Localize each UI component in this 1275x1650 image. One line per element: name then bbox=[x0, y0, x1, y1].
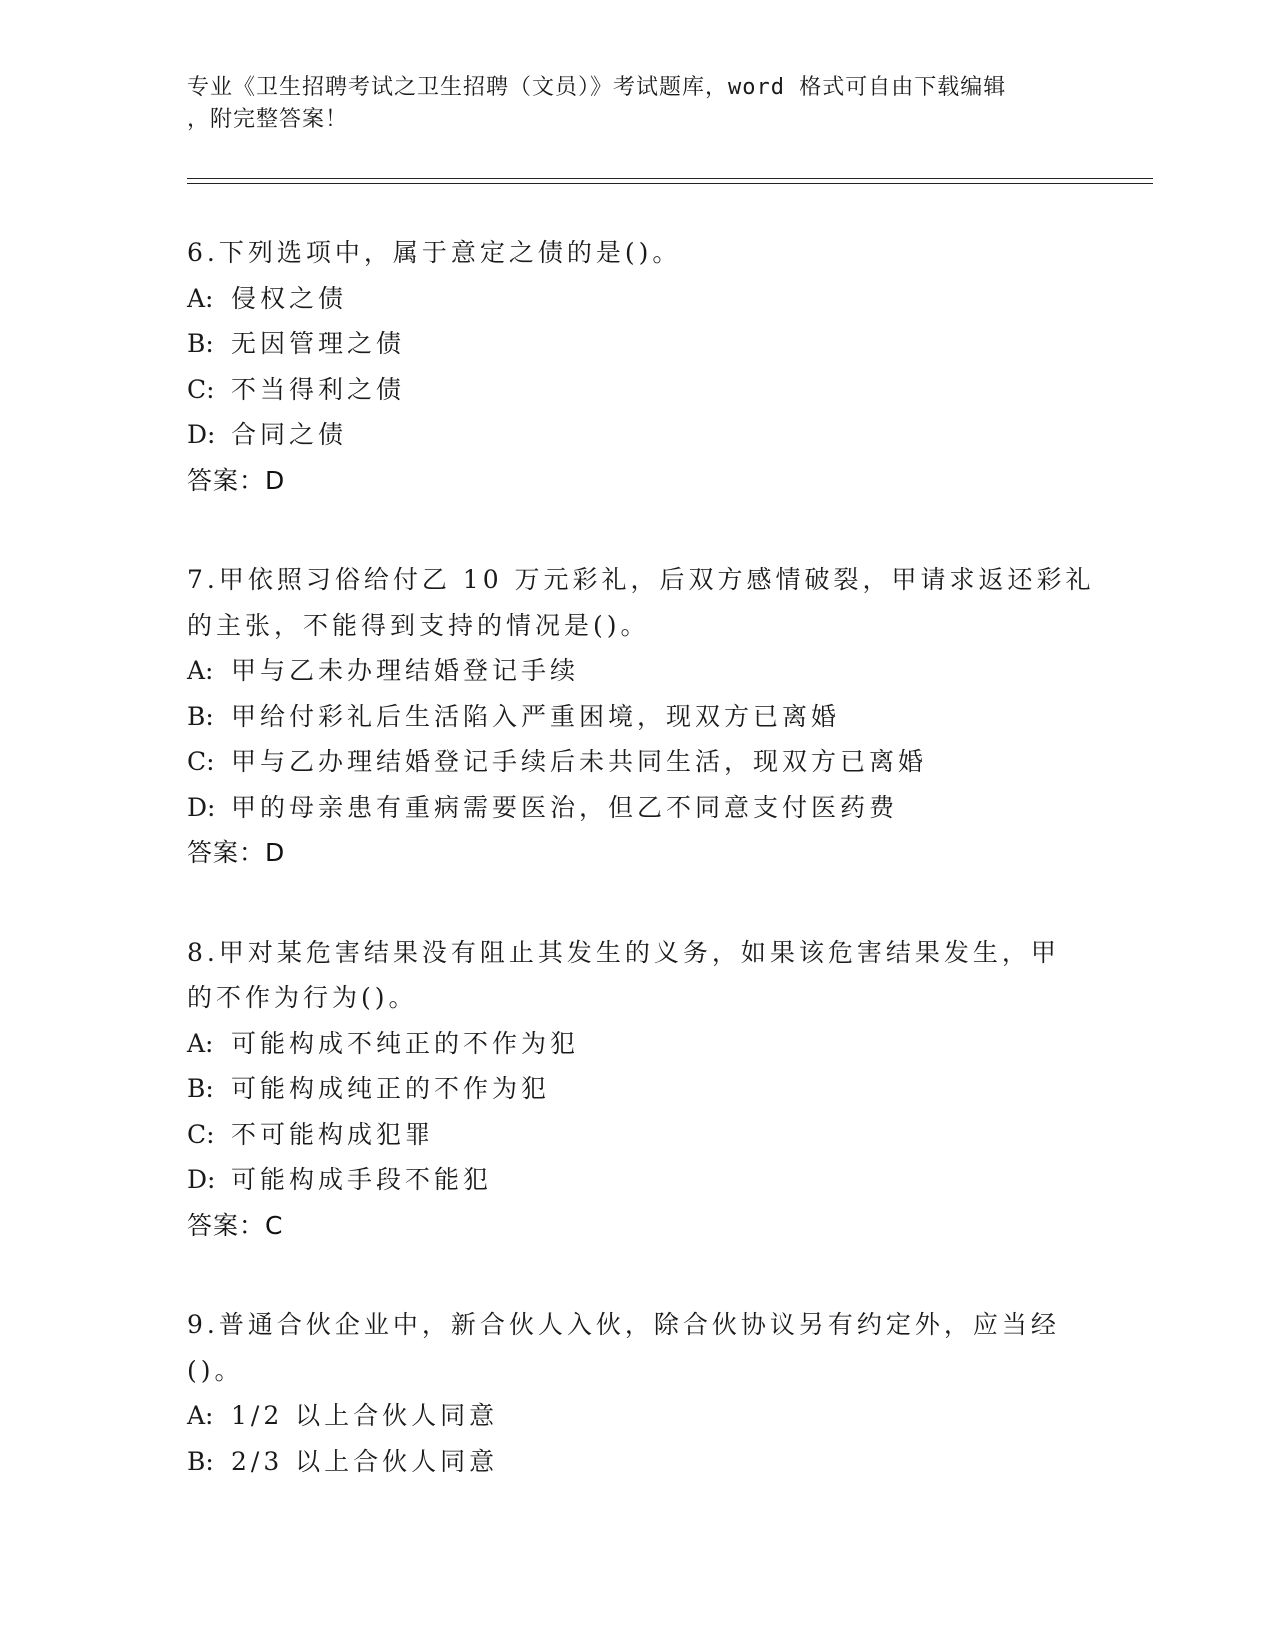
option-d bbox=[187, 1157, 1087, 1203]
header-line-1: 专业《卫生招聘考试之卫生招聘（文员）》考试题库，word 格式可自由下载编辑 bbox=[187, 75, 1007, 100]
option-b bbox=[187, 1066, 1087, 1112]
answer-line: 答案：D bbox=[187, 465, 286, 495]
option-b bbox=[187, 1439, 1087, 1485]
header-line-2: ，附完整答案！ bbox=[187, 107, 349, 132]
option-text: 2/3 以上合伙人同意 bbox=[231, 1446, 499, 1476]
option-letter: B: bbox=[187, 1446, 214, 1476]
option-b bbox=[187, 694, 1087, 740]
option-d bbox=[187, 412, 1087, 458]
option-letter: A: bbox=[187, 1401, 214, 1430]
option-letter: A: bbox=[187, 283, 214, 313]
question-7 bbox=[187, 557, 1095, 876]
option-text: 可能构成手段不能犯 bbox=[231, 1165, 493, 1194]
option-letter: C: bbox=[187, 747, 215, 776]
option-letter: D: bbox=[187, 792, 216, 822]
option-letter: B: bbox=[187, 701, 214, 731]
question-9 bbox=[187, 1302, 1087, 1484]
option-letter: C: bbox=[187, 374, 215, 404]
option-letter: A: bbox=[187, 1028, 214, 1058]
option-c bbox=[187, 1112, 1087, 1158]
option-text: 甲与乙办理结婚登记手续后未共同生活，现双方已离婚 bbox=[231, 747, 928, 776]
document-header bbox=[187, 72, 1067, 136]
question-list bbox=[187, 230, 1095, 1538]
option-letter: B: bbox=[187, 1074, 214, 1103]
question-stem-cont: 的不作为行为()。 bbox=[187, 983, 418, 1012]
question-8 bbox=[187, 930, 1087, 1249]
option-text: 不可能构成犯罪 bbox=[231, 1119, 435, 1149]
answer-line: 答案：D bbox=[187, 838, 286, 867]
option-text: 侵权之债 bbox=[231, 283, 348, 313]
option-text: 不当得利之债 bbox=[231, 374, 406, 404]
option-letter: B: bbox=[187, 329, 214, 358]
option-text: 可能构成纯正的不作为犯 bbox=[231, 1074, 551, 1103]
option-text: 无因管理之债 bbox=[231, 329, 406, 358]
option-a bbox=[187, 1393, 1087, 1439]
option-letter: C: bbox=[187, 1119, 215, 1149]
option-text: 甲与乙未办理结婚登记手续 bbox=[231, 656, 580, 685]
question-stem: 8.甲对某危害结果没有阻止其发生的义务，如果该危害结果发生，甲 bbox=[187, 937, 1060, 967]
option-a bbox=[187, 1021, 1087, 1067]
question-stem-cont: 的主张，不能得到支持的情况是()。 bbox=[187, 610, 650, 640]
option-text: 1/2 以上合伙人同意 bbox=[231, 1401, 499, 1430]
option-text: 合同之债 bbox=[231, 420, 348, 449]
option-d bbox=[187, 785, 1087, 831]
question-stem-cont: ()。 bbox=[187, 1355, 244, 1385]
option-letter: D: bbox=[187, 1165, 216, 1194]
option-text: 可能构成不纯正的不作为犯 bbox=[231, 1028, 580, 1058]
question-6 bbox=[187, 230, 1087, 503]
header-divider-bottom bbox=[187, 183, 1153, 184]
question-stem: 7.甲依照习俗给付乙 10 万元彩礼，后双方感情破裂，甲请求返还彩礼 bbox=[187, 565, 1095, 594]
option-text: 甲的母亲患有重病需要医治，但乙不同意支付医药费 bbox=[231, 792, 899, 822]
option-c bbox=[187, 739, 1087, 785]
option-letter: A: bbox=[187, 656, 214, 685]
option-a bbox=[187, 648, 1087, 694]
option-b bbox=[187, 321, 1087, 367]
question-stem: 6.下列选项中，属于意定之债的是()。 bbox=[187, 238, 682, 267]
option-letter: D: bbox=[187, 420, 216, 449]
option-a bbox=[187, 276, 1087, 322]
option-c bbox=[187, 367, 1087, 413]
answer-line: 答案：C bbox=[187, 1210, 284, 1240]
option-text: 甲给付彩礼后生活陷入严重困境，现双方已离婚 bbox=[231, 701, 841, 731]
header-divider-top bbox=[187, 178, 1153, 179]
question-stem: 9.普通合伙企业中，新合伙人入伙，除合伙协议另有约定外，应当经 bbox=[187, 1310, 1060, 1339]
